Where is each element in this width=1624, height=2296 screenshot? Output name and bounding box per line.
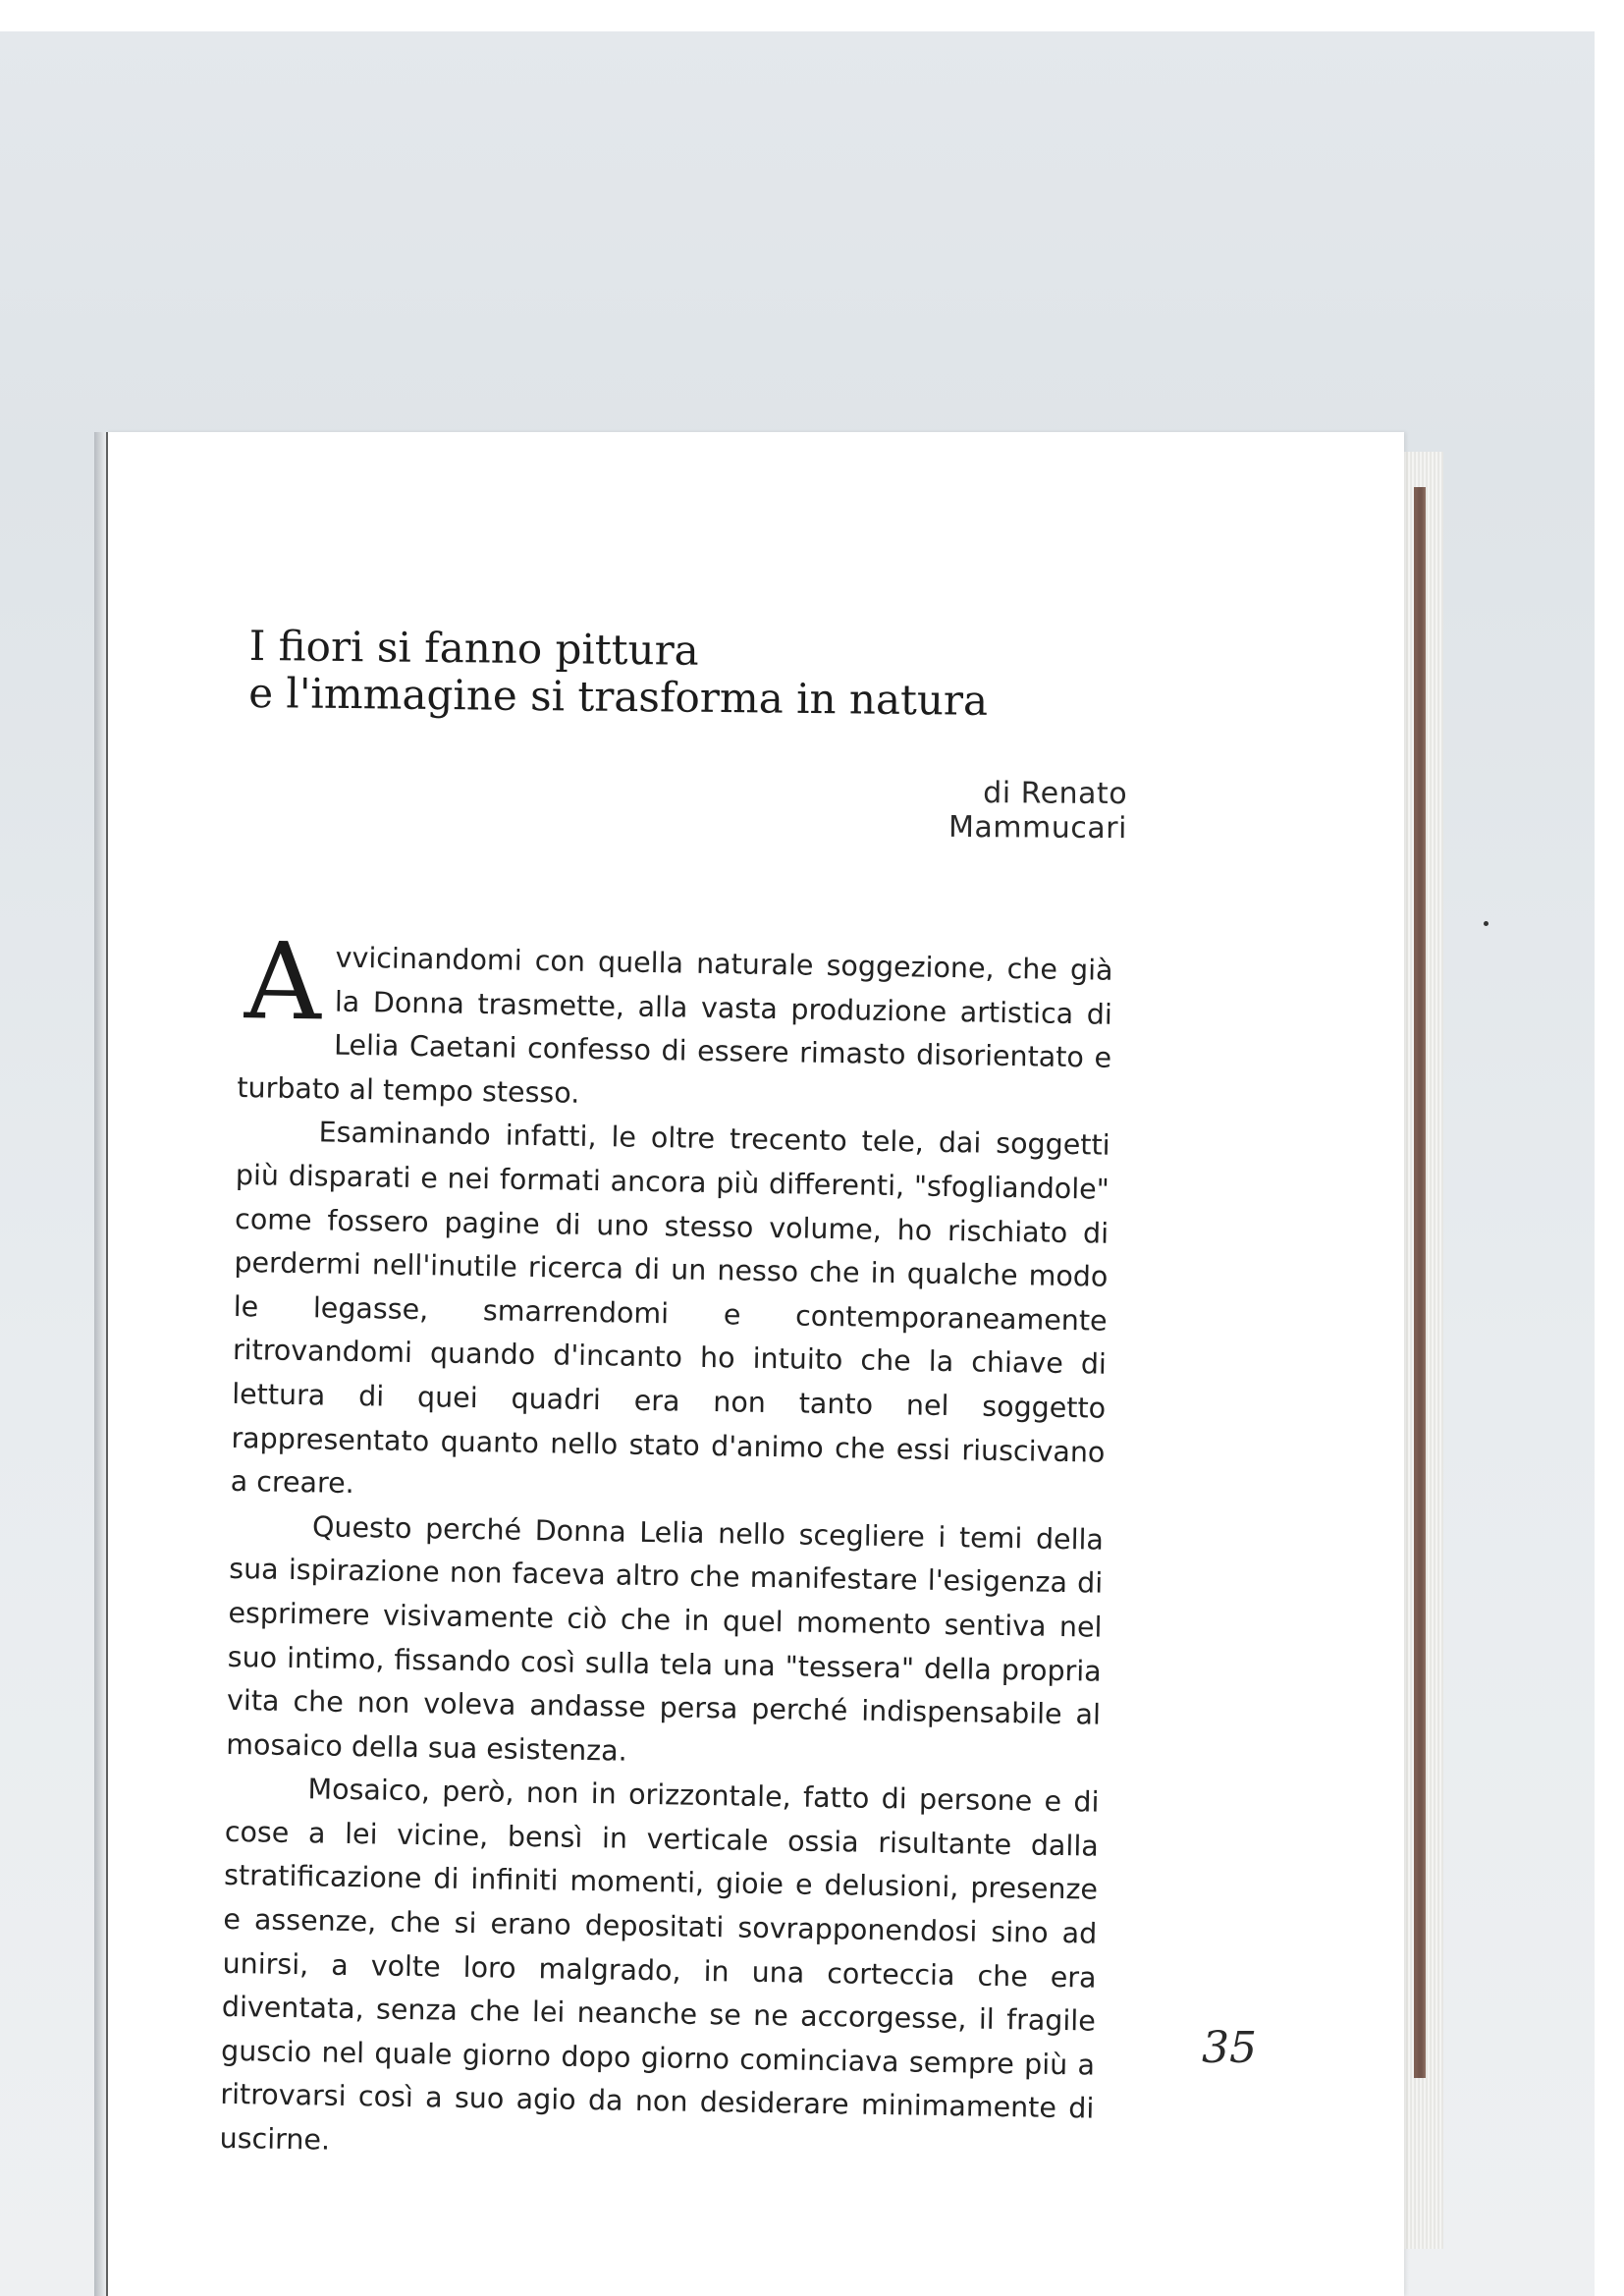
scan-top-margin <box>0 0 1624 31</box>
paragraph-1-text: vvicinandomi con quella naturale soggezione, che già la Donna trasmette, alla vasta produzione artistica di Lelia Caetani confesso di essere rimasto disorientato e turbato al tempo stesso. <box>237 941 1113 1110</box>
book-cover-edge <box>1414 487 1426 2078</box>
scan-dust-speck <box>1484 921 1489 926</box>
page-gutter-shadow <box>94 432 106 2296</box>
article-title <box>248 623 1133 726</box>
paragraph-1 <box>237 920 1113 1124</box>
author-byline: di Renato Mammucari <box>947 776 1128 847</box>
paragraph-3: Questo perché Donna Lelia nello scegliere i temi della sua ispirazione non faceva altro che manifestare l'esigenza di esprimere visivamente ciò che in quel momento sentiva nel suo intimo, fissando così sulla tela una "tessera" della propria vita che non voleva andasse persa perché indispensabile al mosaico della sua esistenza. <box>226 1510 1105 1768</box>
article-body <box>219 920 1113 2175</box>
paragraph-4: Mosaico, però, non in orizzontale, fatto di persone e di cose a lei vicine, bensì in verticale ossia risultante dalla stratificazione di infiniti momenti, gioie e delusioni, presenze e assenze, che si erano depositati sovrapponendosi sino ad unirsi, a volte loro malgrado, in una corteccia che era diventata, senza che lei neanche se ne accorgesse, il fragile guscio nel quale giorno dopo giorno cominciava sempre più a ritrovarsi così a suo agio da non desiderare minimamente di uscirne. <box>219 1773 1100 2157</box>
title-line-1: I fiori si fanno pittura <box>248 622 700 675</box>
drop-cap: A <box>244 920 323 1045</box>
paragraph-2: Esaminando infatti, le oltre trecento tele, dai soggetti più disparati e nei formati ancora più differenti, "sfogliandole" come fossero pagine di uno stesso volume, ho rischiato di perdermi nell'inutile ricerca di un nesso che in qualche modo le legasse, smarrendomi e contemporaneamente ritrovandomi quando d'incanto ho intuito che la chiave di lettura di quei quadri era non tanto nel soggetto rappresentato quanto nello stato d'animo che essi riuscivano a creare. <box>230 1116 1110 1501</box>
page-number: 35 <box>1202 2023 1257 2073</box>
title-line-2: e l'immagine si trasforma in natura <box>247 668 989 725</box>
scan-right-margin <box>1595 0 1624 2296</box>
